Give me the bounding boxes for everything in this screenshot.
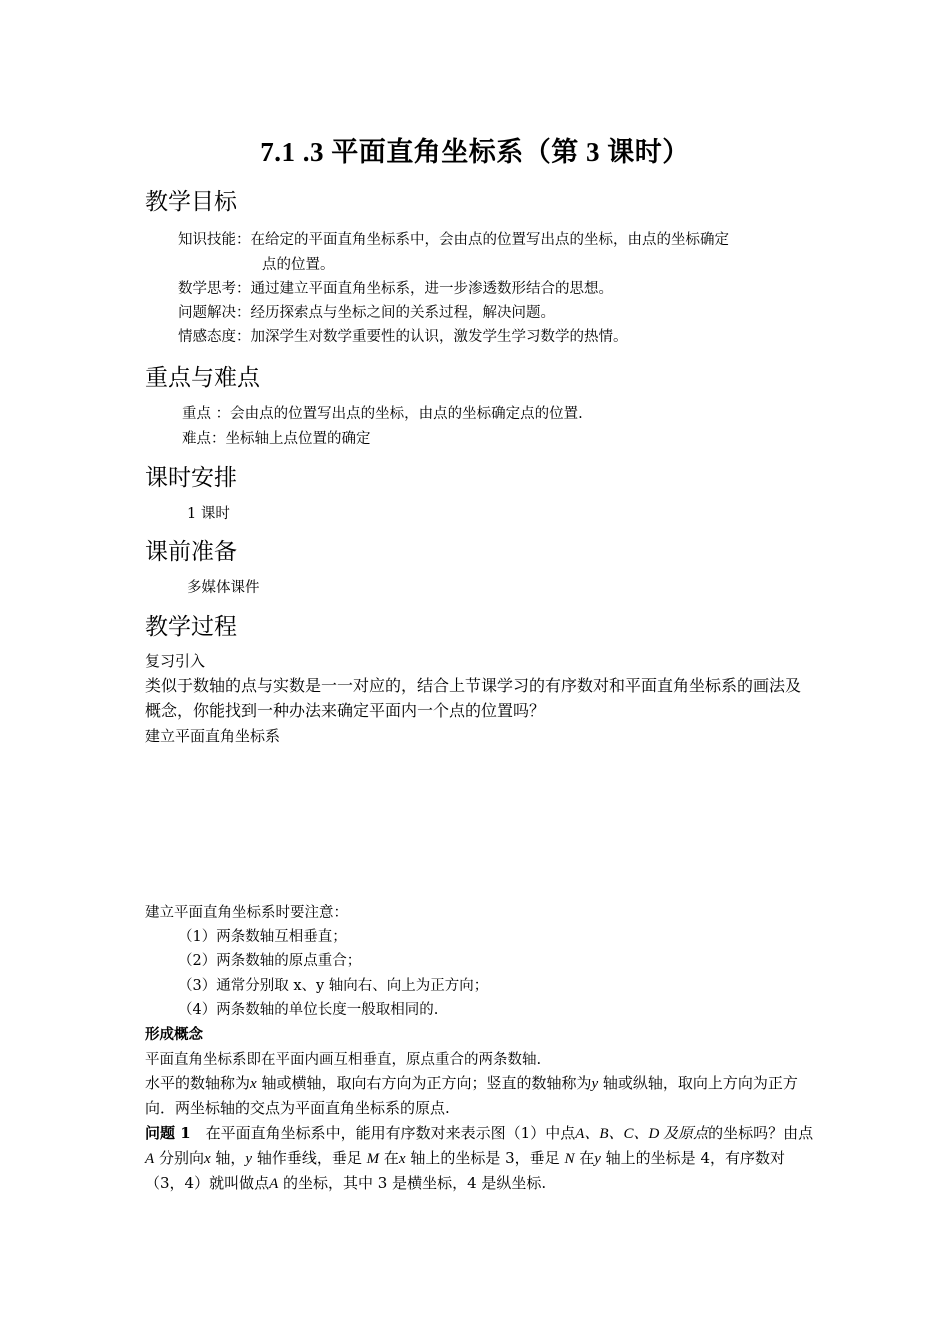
question-text: 的坐标，其中 3 是横坐标，4 是纵坐标. bbox=[278, 1174, 547, 1192]
question-text: 在平面直角坐标系中，能用有序数对来表示图（1）中点 bbox=[190, 1124, 576, 1142]
concept-line-1: 平面直角坐标系即在平面内画互相垂直，原点重合的两条数轴. bbox=[145, 1052, 542, 1068]
math-x: x bbox=[398, 1151, 406, 1167]
concept-line-2 bbox=[145, 1071, 815, 1120]
note-item: （1）两条数轴互相垂直； bbox=[178, 929, 347, 945]
review-title: 复习引入 bbox=[145, 652, 206, 670]
page-title: 7.1 .3 平面直角坐标系（第 3 课时） bbox=[260, 137, 690, 167]
question-text: 轴上的坐标是 4，有序数对（3，4）就叫做点 bbox=[145, 1149, 785, 1192]
math-y: y bbox=[591, 1076, 599, 1092]
objective-knowledge bbox=[178, 228, 729, 249]
objective-problem bbox=[178, 301, 555, 322]
question-text: 轴上的坐标是 3，垂足 bbox=[405, 1149, 565, 1167]
objective-label: 情感态度： bbox=[178, 329, 251, 345]
question-text: 在 bbox=[379, 1149, 399, 1167]
concept-text: 轴或纵轴，取向上方向为正方向．两坐标轴的交点为平面直角坐标系的原点. bbox=[145, 1074, 798, 1117]
objective-thinking bbox=[178, 277, 613, 298]
heading-schedule: 课时安排 bbox=[145, 465, 237, 491]
question-text: 轴， bbox=[210, 1149, 246, 1167]
math-y: y bbox=[245, 1151, 253, 1167]
concept-title: 形成概念 bbox=[145, 1026, 203, 1043]
objective-label: 数学思考： bbox=[178, 281, 251, 297]
objective-text: 通过建立平面直角坐标系，进一步渗透数形结合的思想。 bbox=[250, 281, 613, 297]
key-point: 重点 ：会由点的位置写出点的坐标，由点的坐标确定点的位置. bbox=[182, 406, 583, 422]
math-y: y bbox=[594, 1151, 601, 1167]
question-text: 的坐标吗？由点 bbox=[708, 1124, 814, 1142]
heading-objectives: 教学目标 bbox=[145, 189, 237, 215]
objective-text: 在给定的平面直角坐标系中，会由点的位置写出点的坐标，由点的坐标确定 bbox=[250, 232, 729, 248]
math-N: N bbox=[564, 1151, 575, 1167]
objective-text: 加深学生对数学重要性的认识，激发学生学习数学的热情。 bbox=[250, 329, 628, 345]
math-A: A bbox=[269, 1176, 279, 1192]
concept-text: 轴或横轴，取向右方向为正方向；竖直的数轴称为 bbox=[256, 1074, 592, 1092]
objective-knowledge-cont: 点的位置。 bbox=[262, 257, 335, 273]
review-text: 类似于数轴的点与实数是一一对应的，结合上节课学习的有序数对和平面直角坐标系的画法及概念，你能找到一种办法来确定平面内一个点的位置吗？ bbox=[145, 676, 802, 720]
math-points: A、B、C、D 及原点 bbox=[575, 1126, 709, 1142]
question-text: 在 bbox=[574, 1149, 595, 1167]
objective-text: 经历探索点与坐标之间的关系过程，解决问题。 bbox=[250, 305, 555, 321]
heading-key-points: 重点与难点 bbox=[145, 365, 260, 391]
question-text: 轴作垂线，垂足 bbox=[252, 1149, 367, 1167]
note-item: （3）通常分别取 x、y 轴向右、向上为正方向； bbox=[178, 978, 489, 994]
math-M: M bbox=[366, 1151, 380, 1167]
question-label: 问题 1 bbox=[145, 1124, 191, 1142]
preparation-text: 多媒体课件 bbox=[187, 580, 260, 596]
math-A: A bbox=[145, 1151, 155, 1167]
schedule-text: 1 课时 bbox=[187, 506, 230, 522]
objective-label: 问题解决： bbox=[178, 305, 251, 321]
math-x: x bbox=[250, 1076, 257, 1092]
note-item: （2）两条数轴的原点重合； bbox=[178, 953, 362, 969]
question-1 bbox=[145, 1121, 815, 1196]
question-text: 分别向 bbox=[154, 1149, 204, 1167]
objective-attitude bbox=[178, 325, 628, 346]
objective-label: 知识技能： bbox=[178, 232, 251, 248]
note-item: （4）两条数轴的单位长度一般取相同的. bbox=[178, 1002, 439, 1018]
establish-title: 建立平面直角坐标系 bbox=[145, 727, 281, 745]
concept-text: 水平的数轴称为 bbox=[145, 1074, 251, 1092]
math-x: x bbox=[203, 1151, 211, 1167]
heading-process: 教学过程 bbox=[145, 614, 237, 640]
heading-preparation: 课前准备 bbox=[145, 539, 237, 565]
difficulty: 难点：坐标轴上点位置的确定 bbox=[182, 431, 371, 447]
notes-intro: 建立平面直角坐标系时要注意： bbox=[145, 905, 348, 921]
